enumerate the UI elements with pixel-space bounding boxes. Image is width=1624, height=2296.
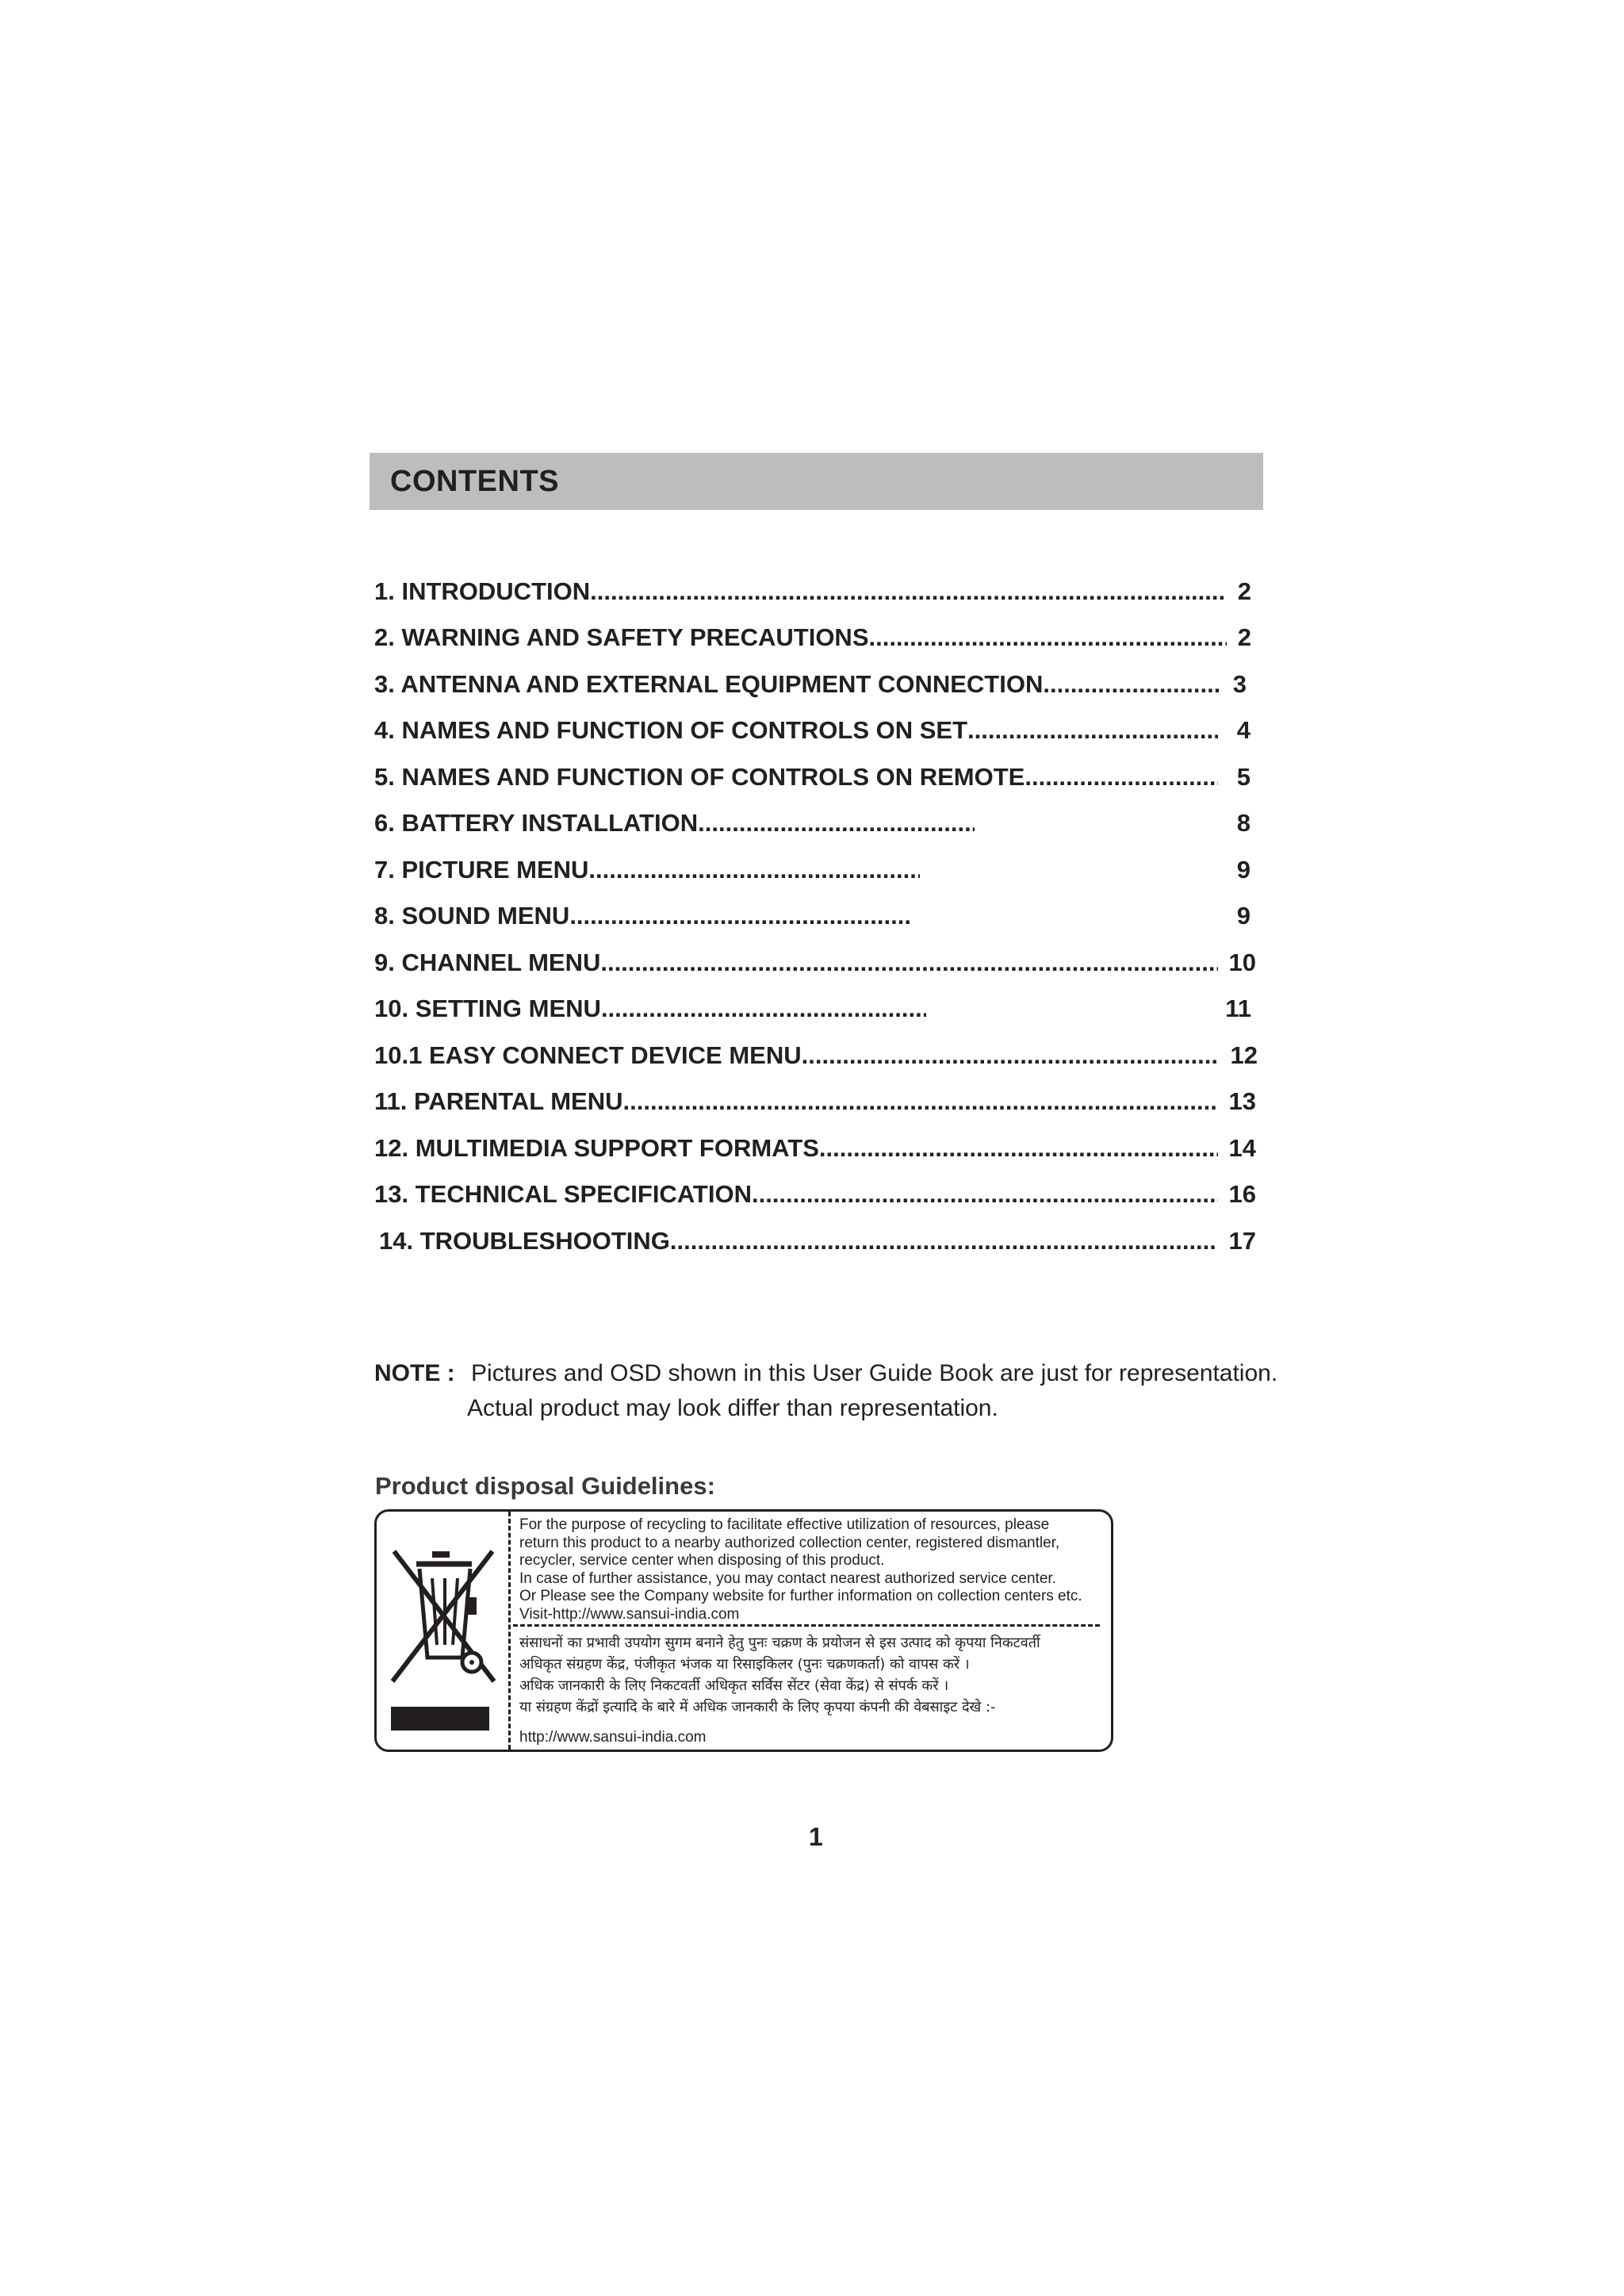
toc-item-page: 5 [1236,763,1251,791]
toc-item-title: 10.1 EASY CONNECT DEVICE MENU [374,1041,802,1069]
toc-leader-dots [588,854,919,886]
toc-leader-dots [569,900,910,932]
toc-item-page: 14 [1228,1134,1256,1162]
note-line-2: Actual product may look differ than representation. [467,1395,998,1421]
toc-item-page: 4 [1236,716,1251,744]
toc-leader-dots [1025,761,1217,793]
toc-item-title: 5. NAMES AND FUNCTION OF CONTROLS ON REMOTE [374,763,1025,791]
toc-item-title: 6. BATTERY INSTALLATION [374,809,699,837]
toc-item [374,900,1251,932]
toc-item-page: 9 [1236,856,1251,884]
toc-leader-dots [967,715,1218,746]
toc-item [374,761,1251,793]
toc-item [374,1133,1256,1164]
toc-leader-dots [600,947,1217,979]
toc-item-page: 17 [1228,1227,1256,1255]
toc-item [374,1179,1256,1210]
disposal-english-text: For the purpose of recycling to facilitate effective utilization of resources, please return this product to a nearby authorized collection center, registered dismantler, recycler, service center when disposing of this product. In case of further assistance, you may contact nearest authorized service center. Or Please see the Company website for further information on collection centers etc. Visit-http://www.sansui-india.com [519,1516,1082,1623]
toc-item-title: 10. SETTING MENU [374,995,601,1022]
disposal-website-url: http://www.sansui-india.com [519,1729,707,1746]
crossed-out-wheelie-bin-icon [386,1542,500,1748]
disposal-hindi-text: संसाधनों का प्रभावी उपयोग सुगम बनाने हेतु पुनः चक्रण के प्रयोजन से इस उत्पाद को कृपया निकटवर्ती अधिकृत संग्रहण केंद्र, पंजीकृत भंजक या रिसाइकिलर (पुनः चक्रणकर्ता) को वापस करें । अधिक जानकारी के लिए निकटवर्ती अधिकृत सर्विस सेंटर (सेवा केंद्र) से संपर्क करें । या संग्रहण केंद्रों इत्यादि के बारे में अधिक जानकारी के लिए कृपया कंपनी की वेबसाइट देखे :- [519,1635,1040,1715]
toc-item-page: 2 [1237,577,1251,605]
toc-item-title: 12. MULTIMEDIA SUPPORT FORMATS [374,1134,819,1162]
toc-item-title: 8. SOUND MENU [374,902,570,930]
toc-item-title: 7. PICTURE MENU [374,856,589,884]
toc-leader-dots [802,1040,1218,1071]
disposal-heading: Product disposal Guidelines: [375,1472,715,1500]
toc-leader-dots [752,1179,1218,1210]
toc-item-title: 3. ANTENNA AND EXTERNAL EQUIPMENT CONNECTION [374,670,1044,698]
toc-item-page: 2 [1237,623,1251,651]
note-line-1: Pictures and OSD shown in this User Guide Book are just for representation. [471,1360,1278,1386]
toc-item [374,854,1251,886]
toc-item-title: 13. TECHNICAL SPECIFICATION [374,1180,752,1208]
contents-header-bar [370,453,1263,510]
toc-item [374,622,1251,654]
toc-item [374,576,1251,608]
toc-leader-dots [623,1086,1218,1117]
page-number: 1 [809,1823,823,1851]
toc-item [379,1225,1256,1257]
toc-item-title: 1. INTRODUCTION [374,577,591,605]
toc-leader-dots [601,993,926,1025]
toc-item-title: 14. TROUBLESHOOTING [379,1227,670,1255]
toc-item-page: 9 [1236,902,1251,930]
toc-item [374,993,1251,1025]
toc-item-title: 11. PARENTAL MENU [374,1087,623,1115]
toc-item [374,1040,1258,1071]
language-separator [513,1624,1100,1627]
toc-item-page: 8 [1236,809,1251,837]
page-title: CONTENTS [390,465,559,498]
toc-leader-dots [869,622,1227,654]
toc-item [374,669,1247,700]
toc-item-page: 13 [1228,1087,1256,1115]
toc-item-page: 11 [1225,995,1251,1022]
disposal-guidelines-box [374,1509,1113,1752]
toc-leader-dots [670,1225,1218,1257]
toc-item-page: 3 [1232,670,1247,698]
toc-item-page: 10 [1228,949,1256,976]
toc-leader-dots [1043,669,1221,700]
note-label: NOTE : [374,1360,455,1386]
toc-item [374,947,1256,979]
toc-item-title: 9. CHANNEL MENU [374,949,601,976]
disposal-box-divider [508,1512,511,1750]
toc-leader-dots [590,576,1227,608]
toc-item [374,807,1251,839]
toc-item [374,1086,1256,1117]
note-block [374,1356,1278,1421]
toc-leader-dots [819,1133,1218,1164]
toc-leader-dots [698,807,974,839]
toc-item-title: 2. WARNING AND SAFETY PRECAUTIONS [374,623,869,651]
toc-item [374,715,1251,746]
toc-item-page: 12 [1230,1041,1258,1069]
toc-item-page: 16 [1228,1180,1256,1208]
toc-item-title: 4. NAMES AND FUNCTION OF CONTROLS ON SET [374,716,968,744]
